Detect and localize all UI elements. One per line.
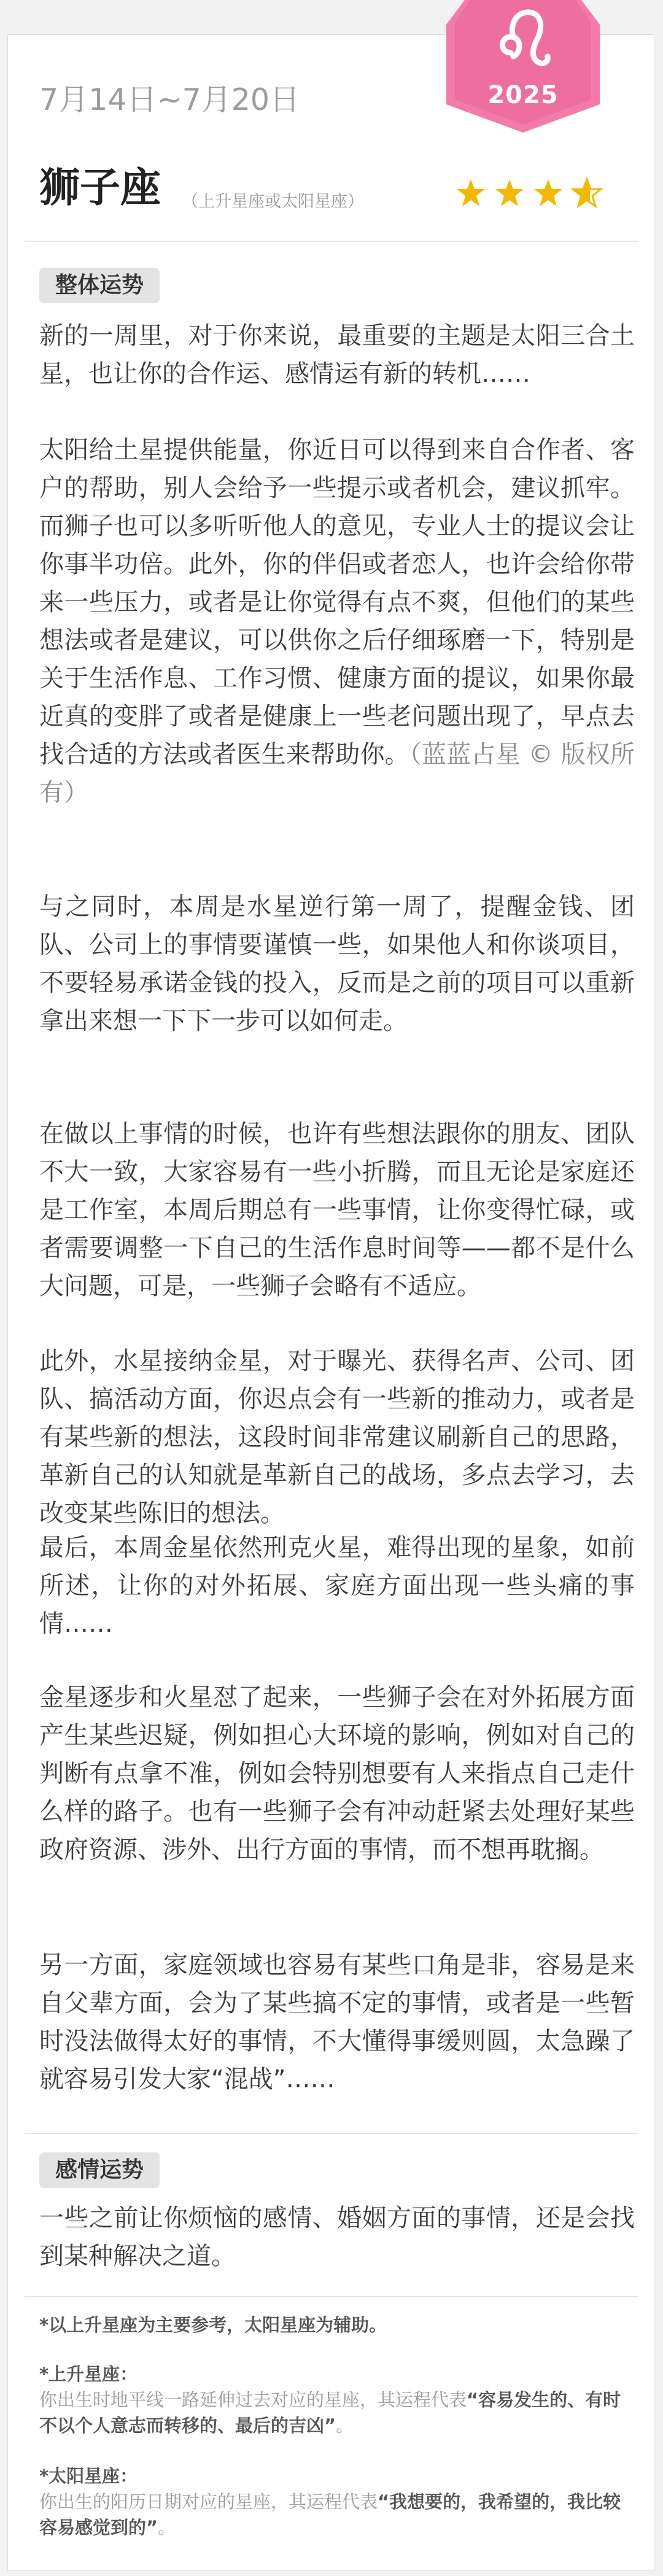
sign-title: 狮子座 (39, 164, 161, 211)
overall-paragraph: 新的一周里，对于你来说，最重要的主题是太阳三合土星，也让你的合作运、感情运有新的转机…… (39, 322, 635, 388)
notes-main: *以上升星座为主要参考，太阳星座为辅助。 (39, 2314, 387, 2335)
divider (25, 241, 638, 242)
star-rating (456, 176, 615, 212)
overall-paragraph: 与之同时，本周是水星逆行第一周了，提醒金钱、团队、公司上的事情要谨慎一些，如果他人和你谈项目，不要轻易承诺金钱的投入，反而是之前的项目可以重新拿出来想一下下一步可以如何走。 (39, 893, 635, 1035)
section-label-overall: 整体运势 (39, 268, 160, 303)
year-badge (446, 0, 600, 133)
divider (25, 2133, 638, 2134)
overall-paragraph: 此外，水星接纳金星，对于曝光、获得名声、公司、团队、搞活动方面，你迟点会有一些新的推动力，或者是有某些新的想法，这段时间非常建议刷新自己的思路，革新自己的认知就是革新自己的战场，多点去学习，去改变某些陈旧的想法。 (39, 1347, 635, 1527)
overall-paragraph (39, 431, 635, 812)
leo-icon (492, 5, 554, 72)
section-label-love: 感情运势 (39, 2152, 160, 2188)
sign-subtitle: （上升星座或太阳星座） (182, 192, 364, 211)
notes-sun: *太阳星座： 你出生的阳历日期对应的星座，其运程代表“我想要的，我希望的，我比较容易感觉到的”。 (39, 2465, 621, 2538)
star-icon (495, 179, 524, 206)
source-note: （蓝蓝占星 © 版权所有） (39, 740, 635, 807)
divider (25, 2296, 638, 2297)
overall-paragraph-text: 太阳给土星提供能量，你近日可以得到来自合作者、客户的帮助，别人会给予一些提示或者机会，建议抓牢。而狮子也可以多听听他人的意见，专业人士的提议会让你事半功倍。此外，你的伴侣或者恋人，也许会给你带来一些压力，或者是让你觉得有点不爽，但他们的某些想法或者是建议，可以供你之后仔细琢磨一下，特别是关于生活作息、工作习惯、健康方面的提议，如果你最近真的变胖了或者是健康上一些老问题出现了，早点去找合适的方法或者医生来帮助你。 (39, 436, 635, 769)
date-range: 7月14日~7月20日 (39, 82, 300, 117)
overall-paragraph: 另一方面，家庭领域也容易有某些口角是非，容易是来自父辈方面，会为了某些搞不定的事情，或者是一些暂时没法做得太好的事情，不大懂得事缓则圆，太急躁了就容易引发大家“混战”…… (39, 1951, 635, 2093)
star-icon (534, 179, 562, 206)
overall-paragraph: 在做以上事情的时候，也许有些想法跟你的朋友、团队不大一致，大家容易有一些小折腾，而且无论是家庭还是工作室，本周后期总有一些事情，让你变得忙碌，或者需要调整一下自己的生活作息时间等——都不是什么大问题，可是，一些狮子会略有不适应。 (39, 1120, 635, 1300)
notes-rising: *上升星座： 你出生时地平线一路延伸过去对应的星座，其运程代表“容易发生的、有时不以个人意志而转移的、最后的吉凶”。 (39, 2364, 621, 2436)
badge-year: 2025 (487, 81, 559, 109)
star-icon (457, 179, 485, 206)
overall-paragraph: 最后，本周金星依然刑克火星，难得出现的星象，如前所述，让你的对外拓展、家庭方面出现一些头痛的事情…… (39, 1534, 635, 1638)
overall-paragraph: 金星逐步和火星怼了起来，一些狮子会在对外拓展方面产生某些迟疑，例如担心大环境的影响，例如对自己的判断有点拿不准，例如会特别想要有人来指点自己走什么样的路子。也有一些狮子会有冲动赶紧去处理好某些政府资源、涉外、出行方面的事情，而不想再耽搁。 (39, 1683, 635, 1864)
love-paragraph: 一些之前让你烦恼的感情、婚姻方面的事情，还是会找到某种解决之道。 (39, 2204, 635, 2270)
